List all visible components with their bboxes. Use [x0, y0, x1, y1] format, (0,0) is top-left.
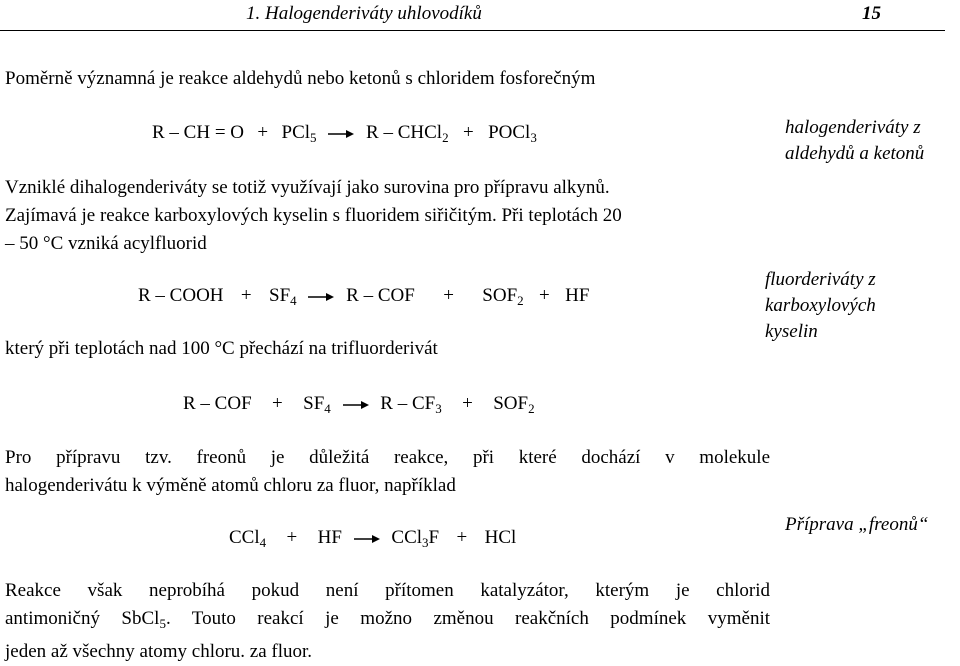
equation-cof-sf4 — [183, 393, 535, 417]
paragraph-dihalogen: Vzniklé dihalogenderiváty se totiž využívají jako surovina pro přípravu alkynů. Zajímavá je reakce karboxylových kyselin s fluoridem siřičitým. Při teplotách 20 – 50 °C vzniká acylfluorid — [5, 177, 622, 254]
reactant-hf: HF — [317, 527, 342, 548]
product-pocl3: POCl3 — [488, 122, 537, 145]
margin-note-aldehydes: halogenderiváty z aldehydů a ketonů — [785, 117, 925, 164]
plus-sign: + — [456, 527, 468, 548]
reactant-acylfluoride: R – COF — [183, 393, 252, 414]
product-trifluoride: R – CF3 — [380, 393, 442, 416]
plus-sign: + — [286, 527, 298, 548]
paragraph-intro: Poměrně významná je reakce aldehydů nebo ketonů s chloridem fosforečným — [5, 68, 596, 89]
equation-acid-sf4 — [138, 285, 589, 309]
paragraph-trifluoro: který při teplotách nad 100 °C přechází na trifluorderivát — [5, 338, 438, 359]
page-number: 15 — [862, 3, 881, 24]
margin-note-freons: Příprava „freonů“ — [785, 514, 929, 535]
product-hf: HF — [565, 285, 590, 306]
reactant-pcl5: PCl5 — [281, 122, 317, 145]
reactant-carboxylic-acid: R – COOH — [138, 285, 224, 306]
paragraph-freons: Pro přípravu tzv. freonů je důležitá reakce, při které dochází v molekule halogenderivátu k výměně atomů chloru za fluor, například — [5, 447, 770, 496]
reaction-arrow-icon — [321, 122, 361, 145]
plus-sign: + — [272, 393, 283, 414]
reaction-arrow-icon — [347, 527, 387, 550]
plus-sign: + — [257, 122, 269, 143]
plus-sign: + — [443, 285, 454, 306]
product-acylfluoride: R – COF — [346, 285, 415, 306]
plus-sign: + — [539, 285, 550, 306]
product-sof2: SOF2 — [482, 285, 524, 308]
product-dichloride: R – CHCl2 — [366, 122, 449, 145]
equation-ccl4-hf — [229, 527, 516, 551]
reaction-arrow-icon — [336, 393, 376, 416]
plus-sign: + — [462, 393, 473, 414]
equation-aldehyde-pcl5 — [152, 122, 537, 146]
product-ccl3f: CCl3F — [391, 527, 440, 550]
paragraph-catalyst: Reakce však neprobíhá pokud není přítomen katalyzátor, kterým je chlorid antimoničný SbCl$_5$. Touto reakcí je možno změnou reakčních podmínek vyměnit jeden až všechny atomy chloru. za fluor. — [5, 580, 771, 662]
product-sof2: SOF2 — [493, 393, 535, 416]
product-hcl: HCl — [484, 527, 517, 548]
reaction-arrow-icon — [301, 285, 341, 308]
plus-sign: + — [462, 122, 474, 143]
reactant-sf4: SF4 — [269, 285, 297, 308]
page-header — [0, 0, 945, 31]
reactant-sf4: SF4 — [303, 393, 331, 416]
margin-note-fluoro: fluorderiváty z karboxylových kyselin — [765, 269, 876, 342]
reactant-ccl4: CCl4 — [229, 527, 267, 550]
chapter-title: 1. Halogenderiváty uhlovodíků — [246, 3, 482, 24]
reactant-carbonyl: R – CH = O — [152, 122, 245, 143]
plus-sign: + — [240, 285, 252, 306]
